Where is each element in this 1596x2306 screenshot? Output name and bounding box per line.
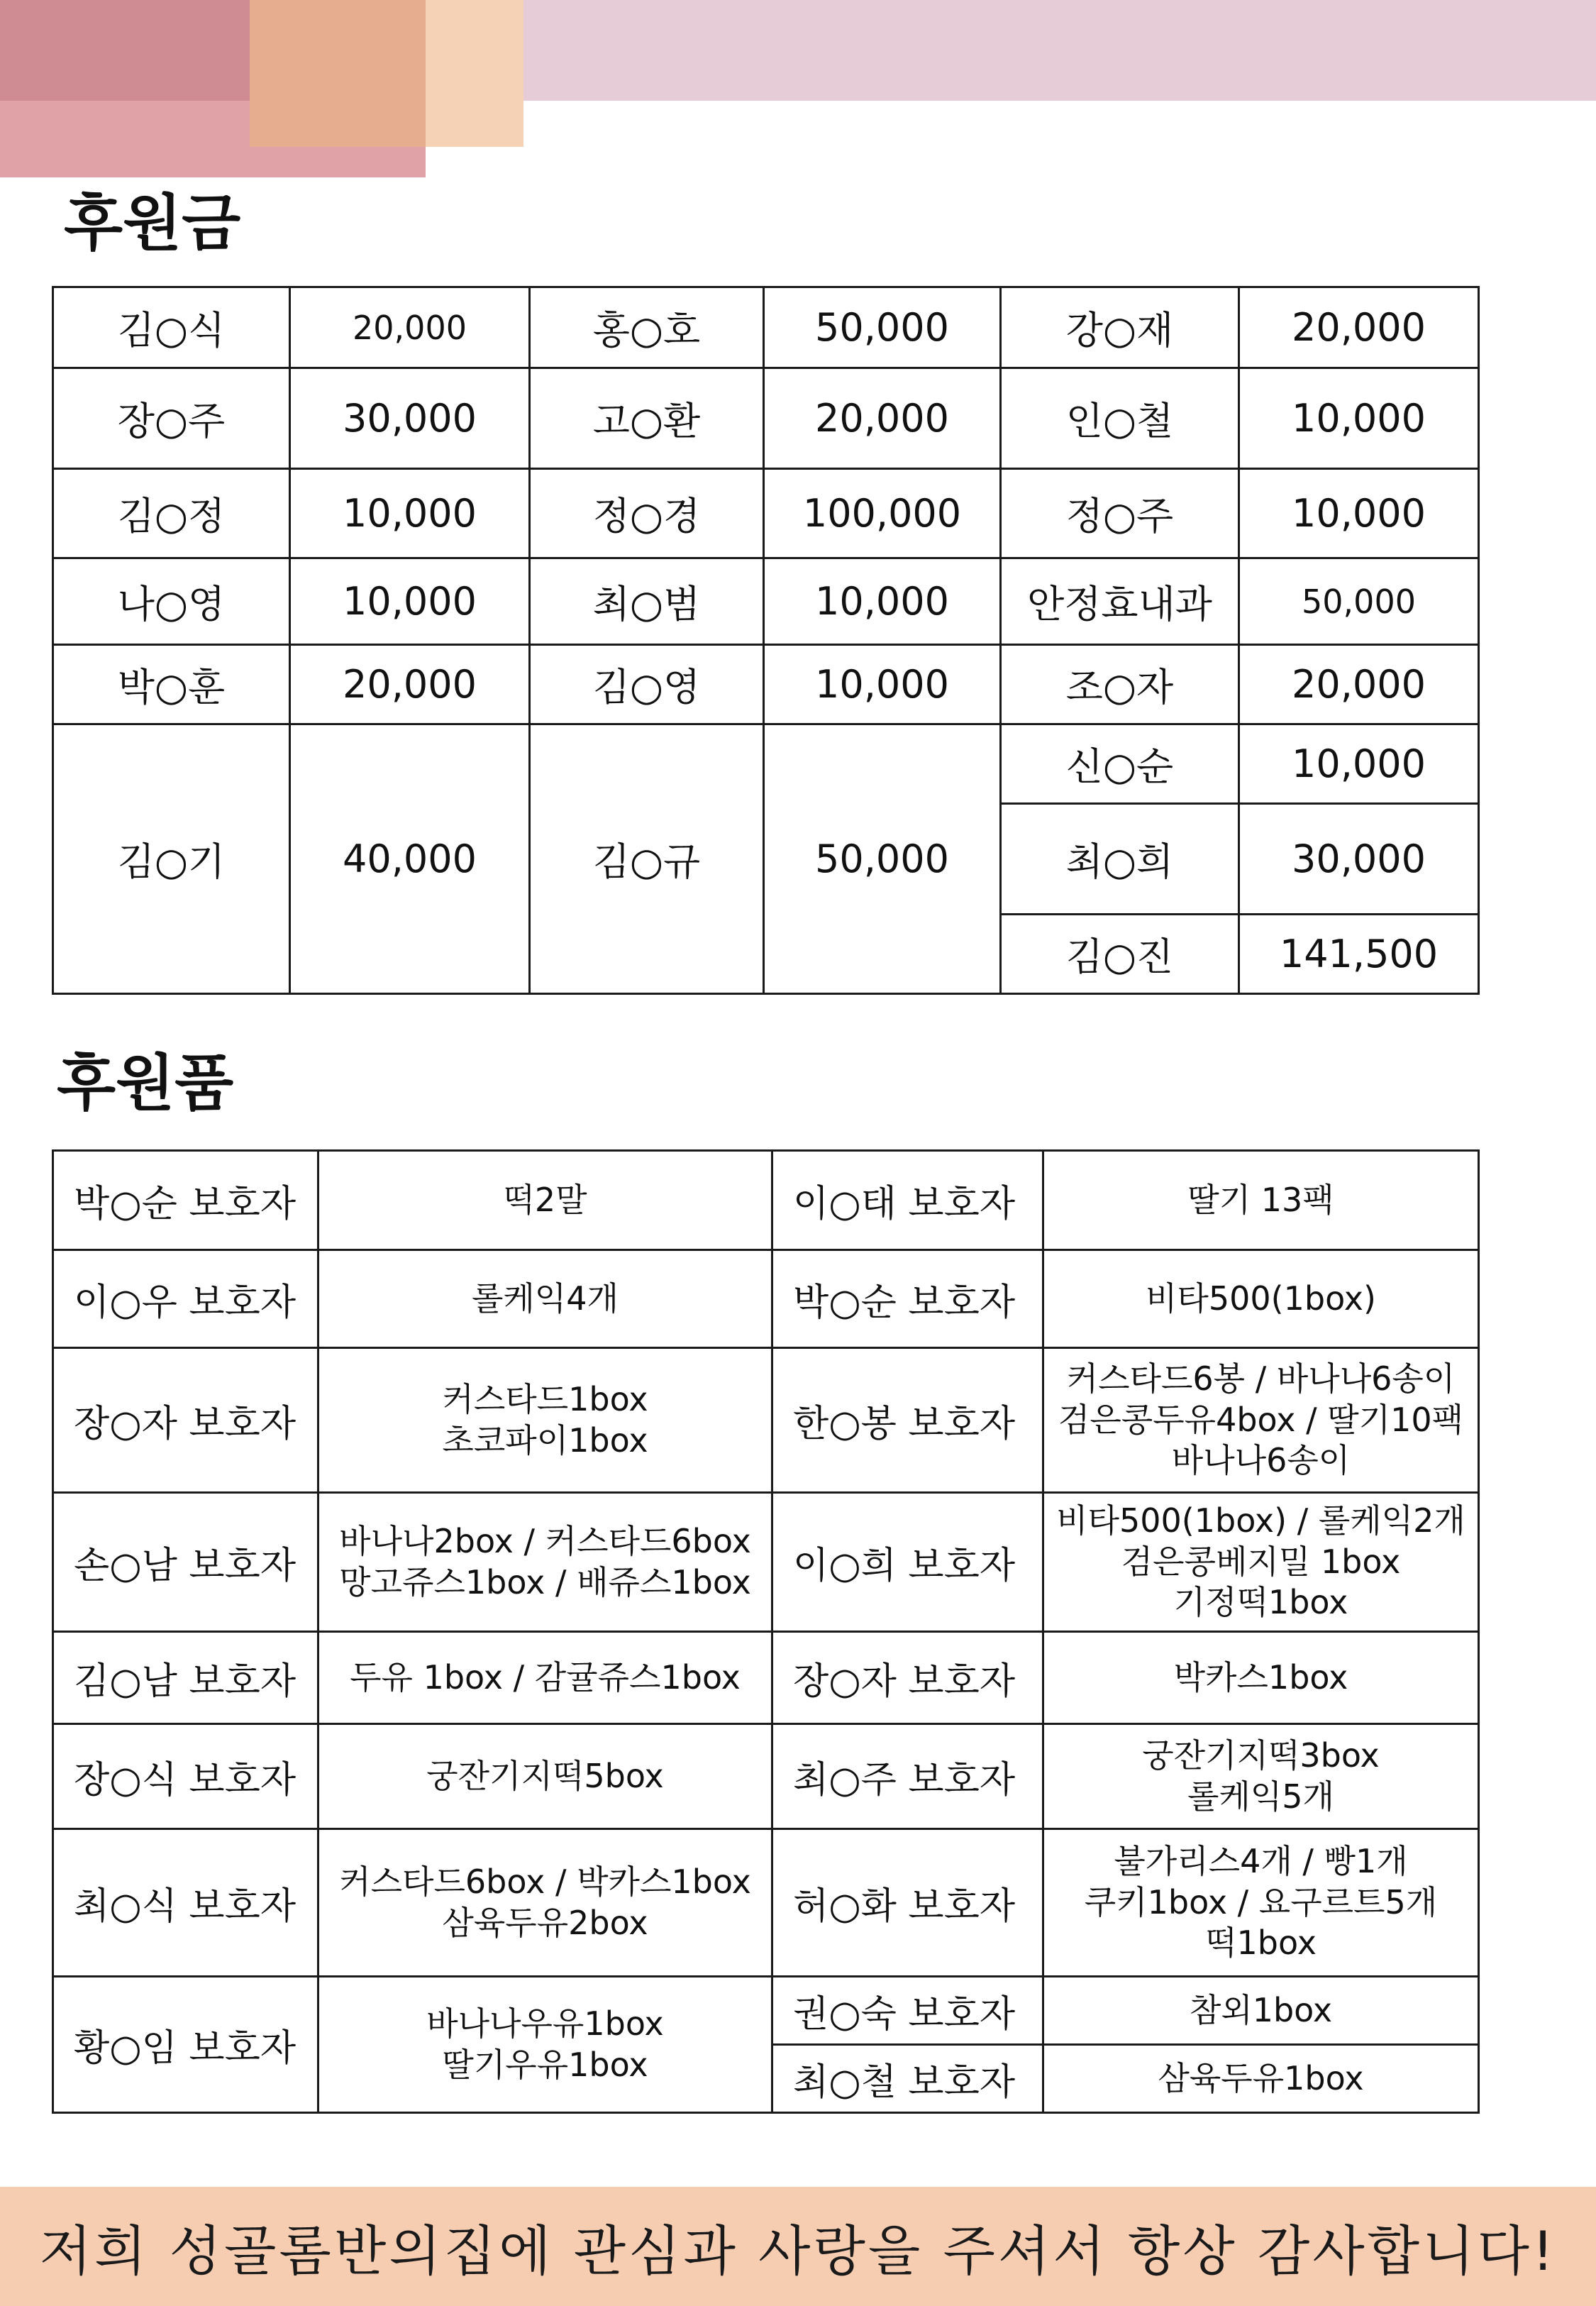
guardian-name: 권○숙 보호자 xyxy=(772,1977,1043,2045)
donation-amount: 50,000 xyxy=(1239,558,1479,645)
table-row xyxy=(53,1348,1479,1493)
guardian-name: 박○순 보호자 xyxy=(53,1151,318,1250)
donor-name: 김○영 xyxy=(530,645,764,724)
donations-table xyxy=(52,286,1480,995)
guardian-name: 이○우 보호자 xyxy=(53,1250,318,1348)
donor-name: 박○훈 xyxy=(53,645,290,724)
table-row xyxy=(53,1250,1479,1348)
guardian-name: 장○식 보호자 xyxy=(53,1724,318,1829)
table-row xyxy=(53,558,1479,645)
donor-name: 최○범 xyxy=(530,558,764,645)
item-line: 바나나6송이 xyxy=(1171,1441,1351,1480)
donation-amount: 20,000 xyxy=(290,287,530,368)
item-line: 검은콩베지밀 1box xyxy=(1121,1542,1401,1581)
thank-you-message: 저희 성골롬반의집에 관심과 사랑을 주셔서 항상 감사합니다! xyxy=(39,2219,1557,2283)
donated-items xyxy=(1043,1724,1479,1829)
table-row xyxy=(53,724,1479,804)
donated-items xyxy=(318,1250,772,1348)
item-line: 딸기 13팩 xyxy=(1187,1180,1334,1219)
donated-items xyxy=(1043,1632,1479,1724)
table-row xyxy=(53,1632,1479,1724)
donor-name: 김○기 xyxy=(53,724,290,994)
donor-name: 인○철 xyxy=(1001,368,1239,469)
guardian-name: 손○남 보호자 xyxy=(53,1493,318,1632)
donated-items xyxy=(318,1151,772,1250)
donor-name: 정○경 xyxy=(530,469,764,558)
donated-items xyxy=(318,1829,772,1977)
guardian-name: 최○철 보호자 xyxy=(772,2045,1043,2113)
guardian-name: 이○태 보호자 xyxy=(772,1151,1043,1250)
donor-name: 고○환 xyxy=(530,368,764,469)
thank-you-banner xyxy=(0,2187,1596,2306)
item-line: 두유 1box / 감귤쥬스1box xyxy=(350,1657,741,1697)
item-line: 비타500(1box) / 롤케익2개 xyxy=(1056,1501,1465,1540)
donated-items xyxy=(1043,1151,1479,1250)
item-line: 삼육두유2box xyxy=(442,1903,648,1942)
donation-amount: 20,000 xyxy=(764,368,1001,469)
donations-title: 후원금 xyxy=(64,188,241,259)
donated-items xyxy=(318,1977,772,2113)
donor-name: 안정효내과 xyxy=(1001,558,1239,645)
guardian-name: 이○희 보호자 xyxy=(772,1493,1043,1632)
table-row xyxy=(53,1829,1479,1977)
goods-table xyxy=(52,1149,1480,2114)
guardian-name: 황○임 보호자 xyxy=(53,1977,318,2113)
item-line: 망고쥬스1box / 배쥬스1box xyxy=(339,1562,751,1601)
header-decor-block-dark-rose xyxy=(0,0,250,101)
item-line: 삼육두유1box xyxy=(1158,2058,1364,2097)
donor-name: 최○희 xyxy=(1001,804,1239,915)
donor-name: 김○식 xyxy=(53,287,290,368)
item-line: 쿠키1box / 요구르트5개 xyxy=(1084,1882,1438,1921)
donation-amount: 50,000 xyxy=(764,287,1001,368)
item-line: 떡1box xyxy=(1205,1924,1317,1963)
donated-items xyxy=(1043,1977,1479,2045)
donation-amount: 100,000 xyxy=(764,469,1001,558)
donor-name: 신○순 xyxy=(1001,724,1239,804)
item-line: 딸기우유1box xyxy=(442,2045,648,2084)
item-line: 궁잔기지떡3box xyxy=(1142,1736,1380,1775)
guardian-name: 허○화 보호자 xyxy=(772,1829,1043,1977)
table-row xyxy=(53,1151,1479,1250)
item-line: 커스타드6box / 박카스1box xyxy=(339,1863,751,1901)
donation-amount: 10,000 xyxy=(1239,368,1479,469)
donation-amount: 30,000 xyxy=(1239,804,1479,915)
item-line: 기정떡1box xyxy=(1173,1583,1348,1622)
donated-items xyxy=(318,1348,772,1493)
donor-name: 정○주 xyxy=(1001,469,1239,558)
donation-amount: 40,000 xyxy=(290,724,530,994)
donation-amount: 30,000 xyxy=(290,368,530,469)
donor-name: 강○재 xyxy=(1001,287,1239,368)
donation-amount: 10,000 xyxy=(290,558,530,645)
donor-name: 홍○호 xyxy=(530,287,764,368)
donation-amount: 10,000 xyxy=(764,558,1001,645)
donation-amount: 20,000 xyxy=(1239,645,1479,724)
item-line: 박카스1box xyxy=(1173,1657,1348,1697)
table-row xyxy=(53,287,1479,368)
item-line: 불가리스4개 / 빵1개 xyxy=(1114,1842,1408,1881)
table-row xyxy=(53,645,1479,724)
donor-name: 김○진 xyxy=(1001,915,1239,994)
item-line: 롤케익4개 xyxy=(471,1279,619,1318)
guardian-name: 김○남 보호자 xyxy=(53,1632,318,1724)
donated-items xyxy=(1043,1348,1479,1493)
donated-items xyxy=(1043,2045,1479,2113)
donor-name: 조○자 xyxy=(1001,645,1239,724)
donated-items xyxy=(1043,1493,1479,1632)
item-line: 바나나우유1box xyxy=(426,2004,664,2043)
donation-amount: 10,000 xyxy=(764,645,1001,724)
donation-amount: 141,500 xyxy=(1239,915,1479,994)
donation-amount: 50,000 xyxy=(764,724,1001,994)
donor-name: 나○영 xyxy=(53,558,290,645)
table-row xyxy=(53,368,1479,469)
donor-name: 김○규 xyxy=(530,724,764,994)
donated-items xyxy=(1043,1829,1479,1977)
donated-items xyxy=(318,1493,772,1632)
guardian-name: 장○자 보호자 xyxy=(772,1632,1043,1724)
guardian-name: 장○자 보호자 xyxy=(53,1348,318,1493)
guardian-name: 박○순 보호자 xyxy=(772,1250,1043,1348)
header-decor-block-orange xyxy=(250,0,426,147)
table-row xyxy=(53,1493,1479,1632)
item-line: 떡2말 xyxy=(503,1180,587,1219)
item-line: 초코파이1box xyxy=(442,1420,648,1460)
donated-items xyxy=(318,1724,772,1829)
item-line: 바나나2box / 커스타드6box xyxy=(339,1522,751,1560)
guardian-name: 최○식 보호자 xyxy=(53,1829,318,1977)
table-row xyxy=(53,1977,1479,2045)
item-line: 검은콩두유4box / 딸기10팩 xyxy=(1058,1400,1464,1439)
donor-name: 김○정 xyxy=(53,469,290,558)
item-line: 커스타드6봉 / 바나나6송이 xyxy=(1066,1359,1456,1399)
donation-amount: 10,000 xyxy=(1239,724,1479,804)
guardian-name: 최○주 보호자 xyxy=(772,1724,1043,1829)
item-line: 롤케익5개 xyxy=(1187,1777,1334,1816)
item-line: 참외1box xyxy=(1189,1990,1333,2029)
donated-items xyxy=(318,1632,772,1724)
donated-items xyxy=(1043,1250,1479,1348)
item-line: 궁잔기지떡5box xyxy=(426,1756,664,1795)
donation-amount: 10,000 xyxy=(290,469,530,558)
donor-name: 장○주 xyxy=(53,368,290,469)
donation-amount: 20,000 xyxy=(290,645,530,724)
donation-amount: 20,000 xyxy=(1239,287,1479,368)
table-row xyxy=(53,469,1479,558)
goods-title: 후원품 xyxy=(57,1048,234,1119)
donation-amount: 10,000 xyxy=(1239,469,1479,558)
table-row xyxy=(53,1724,1479,1829)
item-line: 비타500(1box) xyxy=(1146,1279,1376,1318)
guardian-name: 한○봉 보호자 xyxy=(772,1348,1043,1493)
item-line: 커스타드1box xyxy=(442,1380,648,1418)
